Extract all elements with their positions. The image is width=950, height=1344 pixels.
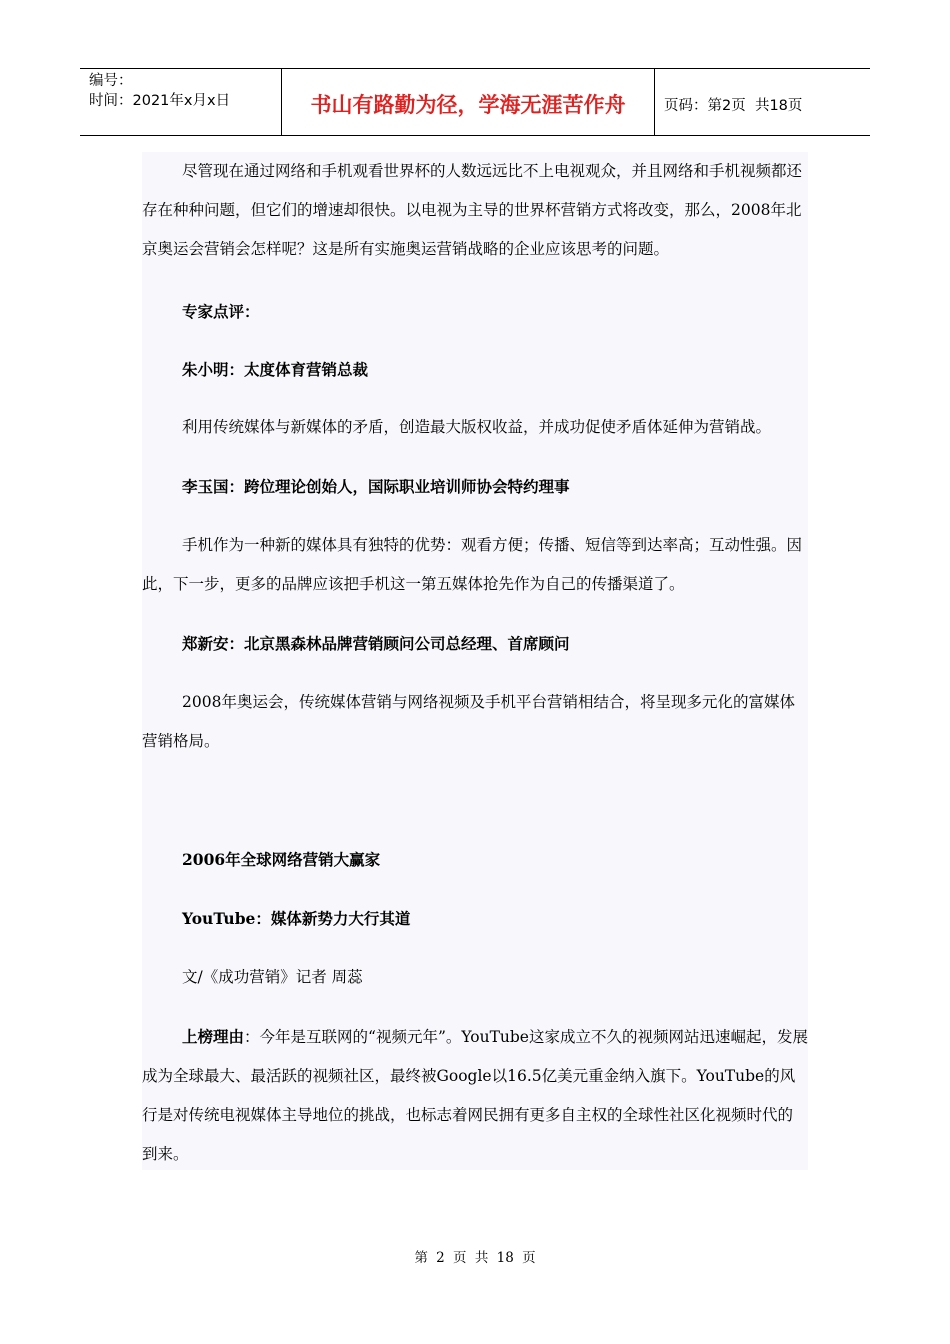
expert-zheng-heading: 郑新安：北京黑森林品牌营销顾问公司总经理、首席顾问 [182, 634, 570, 653]
page-footer: 第 2 页 共 18 页 [414, 1250, 536, 1266]
page-header [80, 68, 870, 136]
expert-li-comment: 手机作为一种新的媒体具有独特的优势：观看方便；传播、短信等到达率高；互动性强。因此，下一步，更多的品牌应该把手机这一第五媒体抢先作为自己的传播渠道了。 [142, 536, 803, 593]
article-byline: 文/《成功营销》记者 周蕊 [182, 968, 363, 986]
header-motto: 书山有路勤为径，学海无涯苦作舟 [282, 69, 655, 135]
time-label: 时间：2021年x月x日 [89, 93, 231, 109]
intro-paragraph: 尽管现在通过网络和手机观看世界杯的人数远远比不上电视观众，并且网络和手机视频都还存在种种问题，但它们的增速却很快。以电视为主导的世界杯营销方式将改变，那么，2008年北京奥运会营销会怎样呢？这是所有实施奥运营销战略的企业应该思考的问题。 [142, 162, 803, 258]
reason-paragraph [142, 1017, 808, 1174]
expert-zhu-heading: 朱小明：太度体育营销总裁 [182, 360, 369, 379]
header-page-info [655, 69, 870, 135]
article-title: YouTube：媒体新势力大行其道 [182, 909, 411, 928]
expert-li-heading: 李玉国：跨位理论创始人，国际职业培训师协会特约理事 [182, 477, 570, 496]
reason-text: ：今年是互联网的“视频元年”。YouTube这家成立不久的视频网站迅速崛起，发展成为全球最大、最活跃的视频社区，最终被Google以16.5亿美元重金纳入旗下。YouTube的风行是对传统电视媒体主导地位的挑战，也标志着网民拥有更多自主权的全球性社区化视频时代的到来。 [142, 1028, 808, 1163]
section-title: 2006年全球网络营销大赢家 [182, 850, 381, 869]
expert-zhu-comment: 利用传统媒体与新媒体的矛盾，创造最大版权收益，并成功促使矛盾体延伸为营销战。 [182, 418, 772, 436]
reason-label: 上榜理由 [182, 1027, 245, 1046]
expert-review-heading: 专家点评： [182, 302, 260, 321]
number-label: 编号： [89, 73, 133, 89]
document-body [142, 152, 808, 1170]
expert-zheng-comment: 2008年奥运会，传统媒体营销与网络视频及手机平台营销相结合，将呈现多元化的富媒体营销格局。 [142, 693, 795, 750]
header-meta [80, 69, 282, 135]
page-info-text: 页码：第2页 共18页 [664, 97, 803, 114]
